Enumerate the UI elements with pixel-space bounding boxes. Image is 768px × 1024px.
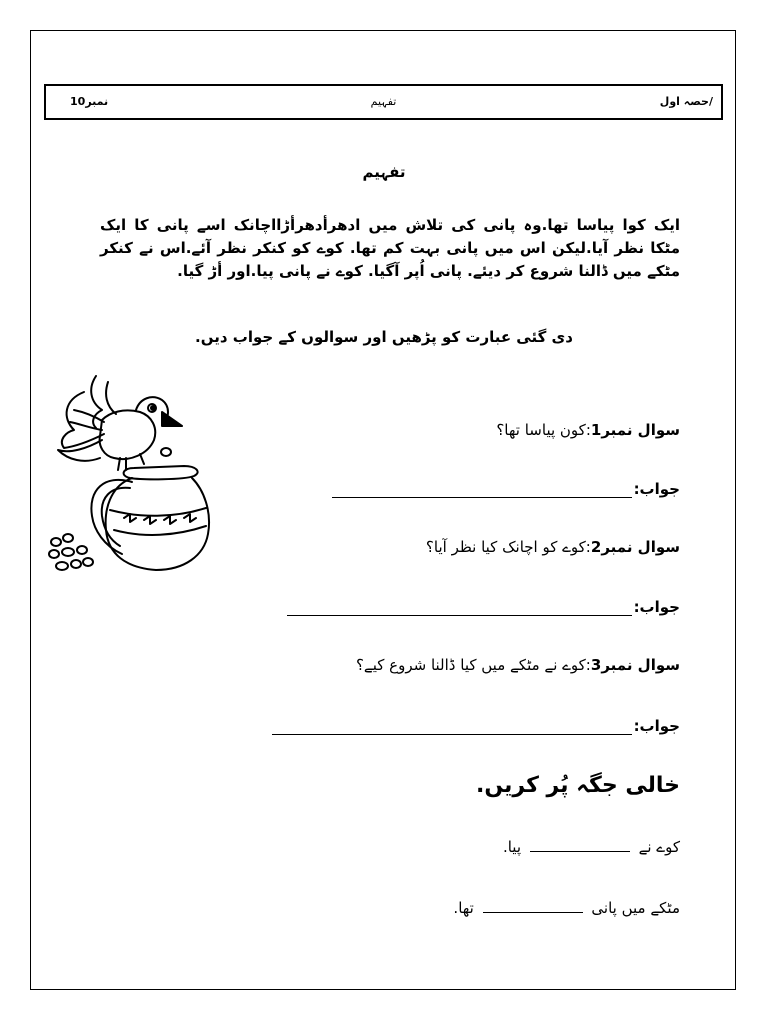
- answer-1-label: جواب:: [633, 480, 680, 498]
- header-section-label: /حصہ اول: [659, 95, 713, 108]
- question-2-label: سوال نمبر2: [590, 538, 680, 556]
- worksheet-title: تفہیم: [362, 163, 406, 181]
- header-marks-label: نمبر10: [70, 95, 109, 108]
- question-1-text: :کون پیاسا تھا؟: [496, 421, 591, 439]
- fill-in-2-after: تھا.: [453, 899, 474, 917]
- answer-1[interactable]: [332, 480, 680, 498]
- answer-3[interactable]: [272, 717, 680, 735]
- answer-2-line[interactable]: [287, 603, 632, 616]
- fill-in-item-2: [453, 899, 680, 917]
- question-2: [426, 538, 680, 556]
- crow-pot-illustration: [44, 370, 234, 585]
- question-1-label: سوال نمبر1: [590, 421, 680, 439]
- question-3: [356, 656, 680, 674]
- reading-passage: ایک کوا پیاسا تھا.وہ پانی کی تلاش میں ادھرأدھرأڑااچانک اسے پانی کا ایک مٹکا نظر آیا.لیکن اس میں پانی بہت کم تھا. کوے کو کنکر نظر آئے.اس نے کنکر مٹکے میں ڈالنا شروع کر دیئے. پانی اُپر آگیا. کوے نے پانی پیا.اور أڑ گیا.: [100, 216, 680, 280]
- answer-3-label: جواب:: [633, 717, 680, 735]
- answer-2[interactable]: [287, 598, 680, 616]
- instruction-text: دی گئی عبارت کو پڑھیں اور سوالوں کے جواب دیں.: [195, 328, 573, 346]
- question-3-text: :کوے نے مٹکے میں کیا ڈالنا شروع کیے؟: [355, 656, 591, 674]
- question-1: [496, 421, 680, 439]
- fill-in-1-after: پیا.: [502, 838, 522, 856]
- header-topic-label: تفہیم: [370, 95, 397, 108]
- answer-1-line[interactable]: [332, 485, 632, 498]
- fill-in-1-before: کوے نے: [638, 838, 680, 856]
- worksheet-header: [44, 84, 723, 120]
- fill-in-1-blank[interactable]: [530, 841, 630, 852]
- fill-in-2-blank[interactable]: [483, 902, 583, 913]
- question-3-label: سوال نمبر3: [590, 656, 680, 674]
- fill-in-2-before: مٹکے میں پانی: [591, 899, 680, 917]
- fill-in-title: خالی جگہ پُر کریں.: [476, 773, 680, 798]
- question-2-text: :کوے کو اچانک کیا نظر آیا؟: [425, 538, 591, 556]
- answer-2-label: جواب:: [633, 598, 680, 616]
- answer-3-line[interactable]: [272, 722, 632, 735]
- fill-in-item-1: [503, 838, 680, 856]
